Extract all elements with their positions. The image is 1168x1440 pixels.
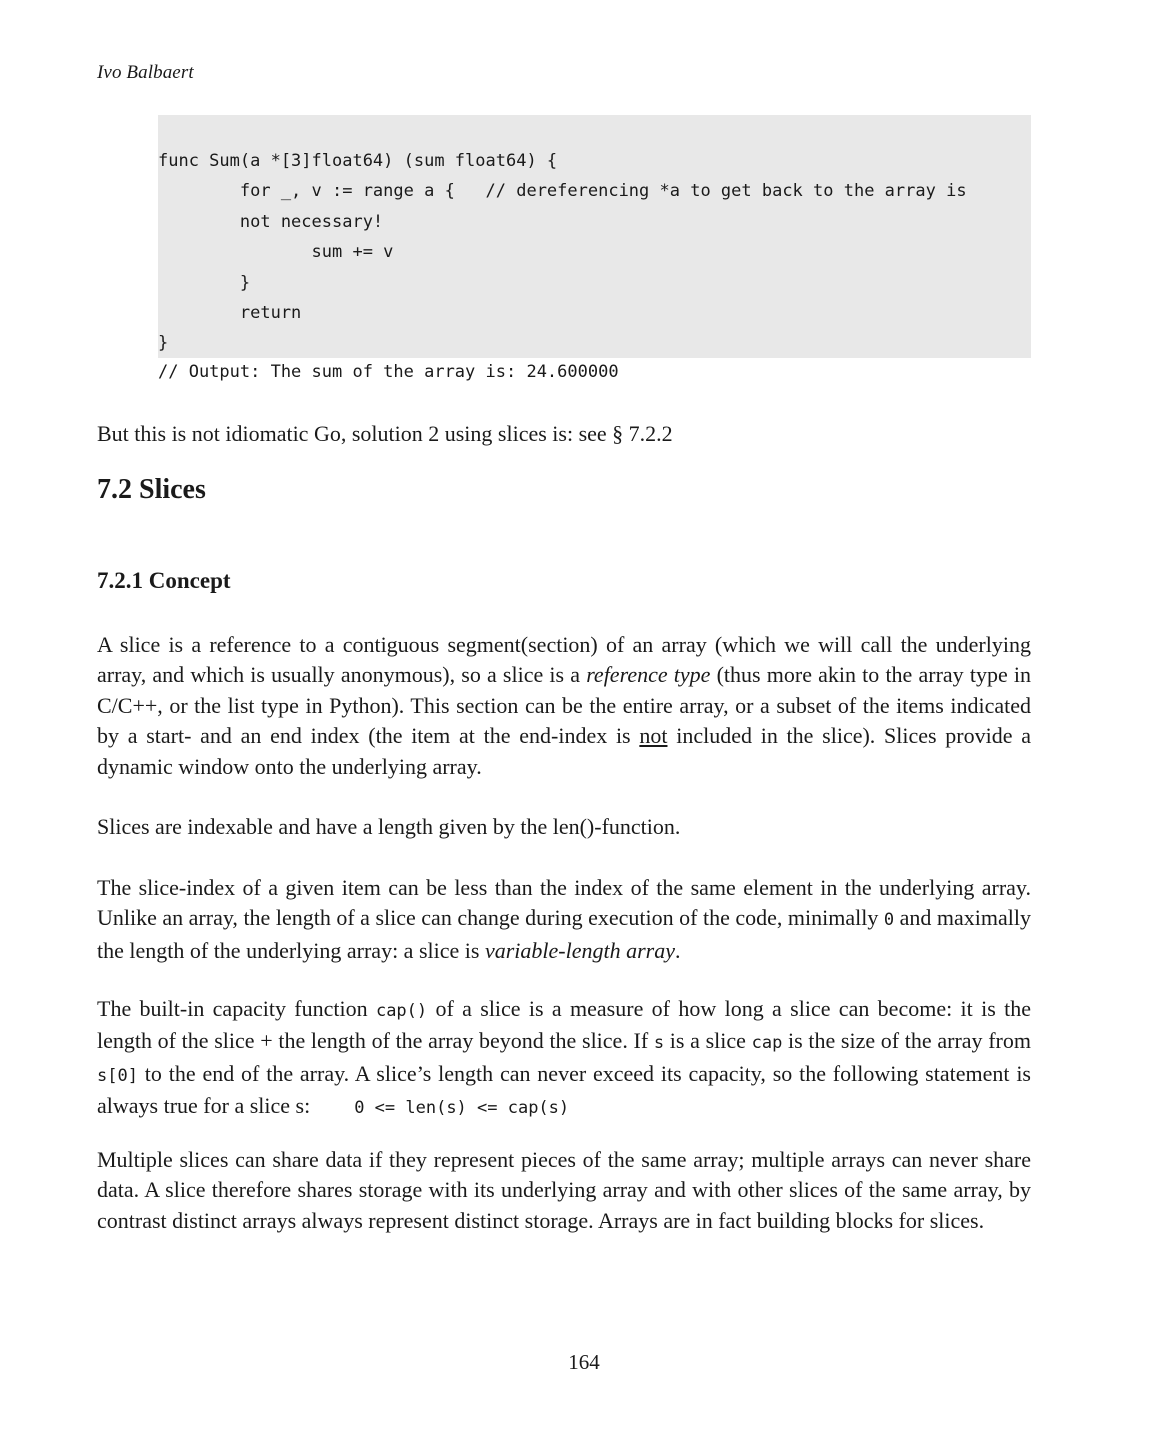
text-run: is the size of the array from xyxy=(782,1028,1031,1054)
underline-not: not xyxy=(639,723,668,749)
paragraph-slice-definition xyxy=(97,630,1031,782)
inline-code-cap: cap xyxy=(751,1033,783,1054)
paragraph-capacity xyxy=(97,994,1031,1124)
code-line: sum += v xyxy=(158,242,394,263)
text-run: The built-in capacity function xyxy=(97,996,376,1021)
inline-code-cap-function: cap() xyxy=(375,1001,428,1021)
text-run: to the end of the array. A slice’s length can never exceed its capacity, so the following statement is always true for a slice s: xyxy=(97,1060,1031,1119)
code-line: func Sum(a *[3]float64) (sum float64) { xyxy=(158,151,558,171)
intro-paragraph: But this is not idiomatic Go, solution 2 using slices is: see § 7.2.2 xyxy=(97,421,673,446)
running-head-author: Ivo Balbaert xyxy=(97,62,194,83)
text-run: . xyxy=(674,937,681,963)
text-run: A slice is a reference to a contiguous segment(section) of an array (which we will call the underlying array, and which is usually anonymous), so a slice is a xyxy=(97,632,1031,688)
paragraph-indexable: Slices are indexable and have a length given by the len()-function. xyxy=(97,814,681,839)
code-output-comment: // Output: The sum of the array is: 24.600000 xyxy=(158,362,619,382)
text-run: is a slice xyxy=(664,1028,752,1054)
code-listing xyxy=(158,146,967,359)
text-run: included in the slice). Slices provide a dynamic window onto the underlying array. xyxy=(97,723,1032,779)
code-line: not necessary! xyxy=(158,211,384,232)
page-number: 164 xyxy=(568,1350,600,1374)
text-run: The slice-index of a given item can be less than the index of the same element in the underlying array. Unlike an array, the length of a slice can change during execution of the code, minimally xyxy=(97,875,1031,931)
emphasis-variable-length-array: variable-length array xyxy=(484,937,675,963)
code-line: } xyxy=(158,333,169,354)
subsection-heading: 7.2.1 Concept xyxy=(97,568,231,593)
code-line: for _, v := range a { // dereferencing *a to get back to the array is xyxy=(158,181,967,202)
code-line: } xyxy=(158,272,251,293)
code-line: return xyxy=(158,302,302,323)
section-heading: 7.2 Slices xyxy=(97,474,206,505)
text-run: (thus more akin to the array type in C/C++, or the list type in Python). This section can be the entire array, or a subset of the items indicated by a start- and an end index (the item at the end-index is xyxy=(97,662,1031,749)
inline-code-s0: s[0] xyxy=(97,1065,138,1086)
inline-code-s: s xyxy=(653,1033,665,1054)
paragraph-shared-data: Multiple slices can share data if they represent pieces of the same array; multiple arrays can never share data. A slice therefore shares storage with its underlying array and with other slices of the same array, by contrast distinct arrays always represent distinct storage. Arrays are in fact building blocks for slices. xyxy=(97,1147,1031,1233)
inline-code-zero: 0 xyxy=(883,910,895,931)
text-run: of a slice is a measure of how long a slice can become: it is the length of the slice + the length of the array beyond the slice. If xyxy=(97,996,1031,1054)
paragraph-slice-index xyxy=(97,873,1031,966)
inline-code-length-invariant: 0 <= len(s) <= cap(s) xyxy=(354,1098,570,1119)
text-run: and maximally the length of the underlying array: a slice is xyxy=(97,905,1031,963)
emphasis-reference-type: reference type xyxy=(586,662,711,688)
